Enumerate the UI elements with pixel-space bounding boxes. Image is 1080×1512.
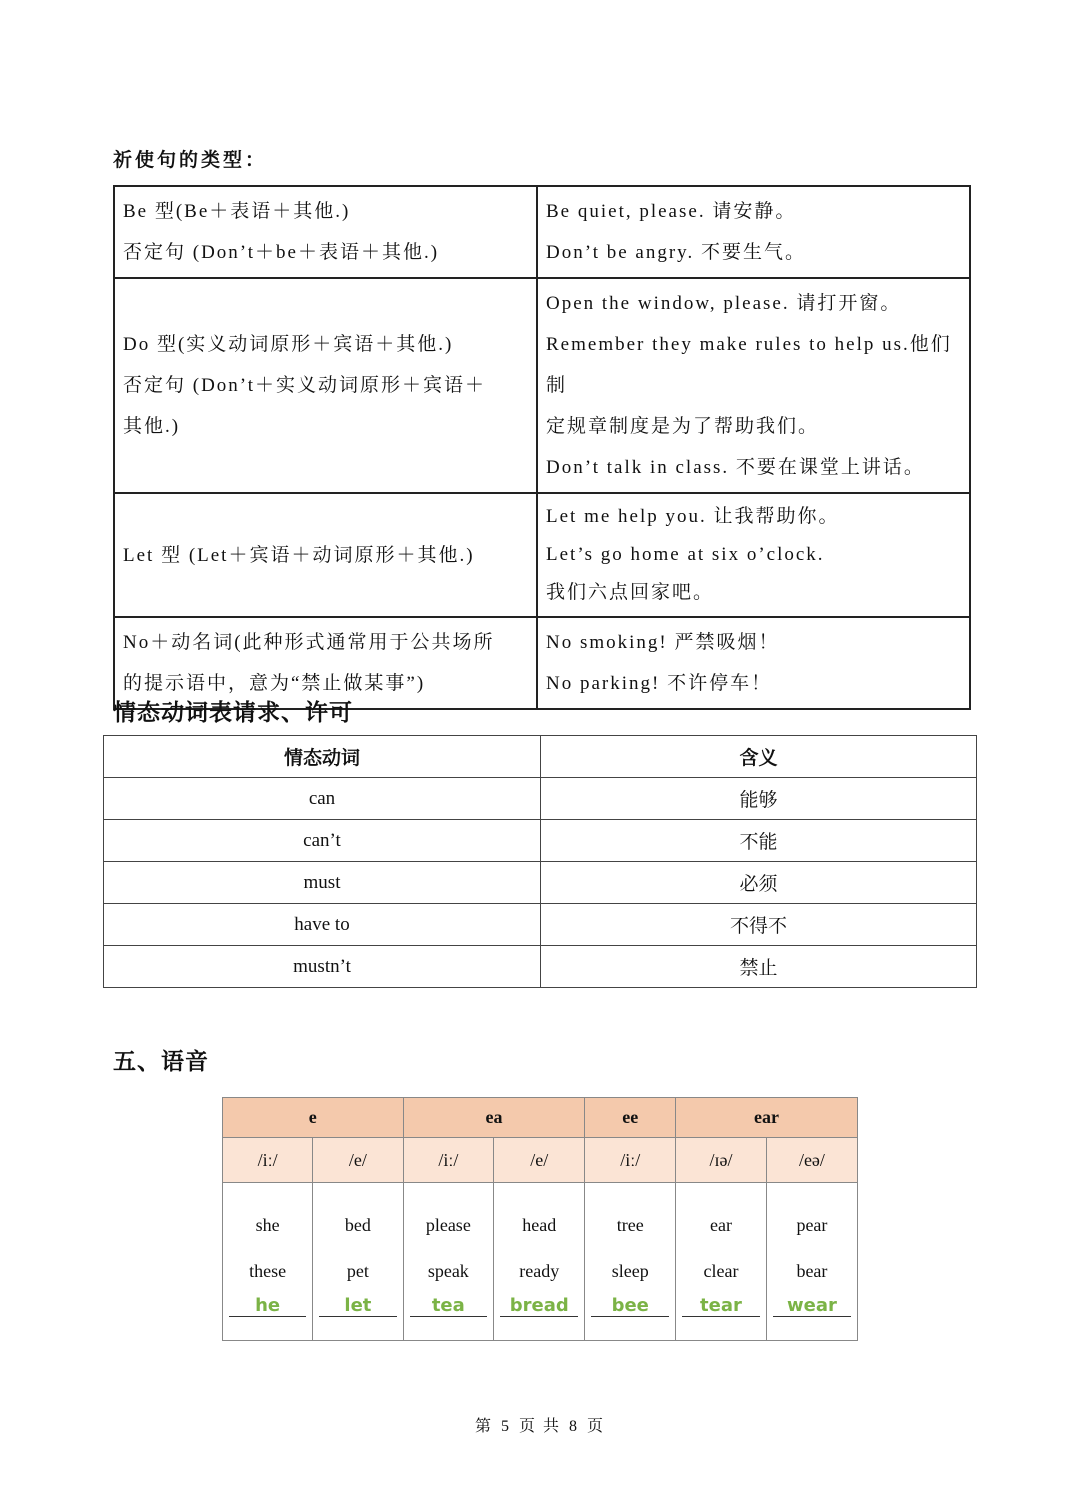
table-row <box>114 278 970 493</box>
answer-word: bread <box>500 1295 578 1317</box>
modal-meaning: 不得不 <box>541 904 977 946</box>
imperative-example-cell <box>537 493 970 617</box>
example-word: pear <box>796 1215 828 1235</box>
cell-line: Be quiet, please. 请安静。 <box>546 201 797 222</box>
answer-word: let <box>319 1295 396 1317</box>
letter-group: ea <box>403 1098 585 1138</box>
word-cell <box>585 1183 676 1341</box>
cell-line: No parking! 不许停车！ <box>546 673 773 694</box>
modal-verb: mustn’t <box>104 946 541 988</box>
imperative-type-cell <box>114 186 537 278</box>
phonetic-symbol: /e/ <box>494 1138 585 1183</box>
word-cell <box>676 1183 767 1341</box>
sound-row <box>223 1138 858 1183</box>
phonetic-symbol: /iː/ <box>403 1138 494 1183</box>
table-row <box>114 493 970 617</box>
example-word: these <box>249 1261 287 1281</box>
answer-word: he <box>229 1295 306 1317</box>
example-word: she <box>255 1215 280 1235</box>
example-word: bed <box>344 1215 371 1235</box>
table-row <box>104 946 977 988</box>
footer-mid: 页 共 <box>518 1418 561 1435</box>
modal-meaning: 不能 <box>541 820 977 862</box>
cell-line: Don’t be angry. 不要生气。 <box>546 242 806 263</box>
phonetic-symbol: /eə/ <box>766 1138 857 1183</box>
imperative-example-cell <box>537 186 970 278</box>
example-words-row <box>223 1183 858 1341</box>
example-word: sleep <box>611 1261 649 1281</box>
cell-line: 定规章制度是为了帮助我们。 <box>546 416 820 437</box>
page-footer <box>0 1413 1080 1436</box>
modal-meaning: 能够 <box>541 778 977 820</box>
word-cell <box>766 1183 857 1341</box>
table-row <box>104 904 977 946</box>
letter-group: ear <box>676 1098 858 1138</box>
imperative-type-cell <box>114 493 537 617</box>
cell-line: 否定句 (Don’t＋be＋表语＋其他.) <box>123 242 440 263</box>
example-word: tree <box>616 1215 644 1235</box>
cell-line: Let’s go home at six o’clock. <box>546 544 825 565</box>
table-row <box>114 186 970 278</box>
cell-line: Don’t talk in class. 不要在课堂上讲话。 <box>546 457 925 478</box>
imperative-section-title: 祈使句的类型： <box>113 149 268 171</box>
answer-word: wear <box>773 1295 851 1317</box>
phonetic-symbol: /iː/ <box>223 1138 313 1183</box>
modal-meaning: 必须 <box>541 862 977 904</box>
total-pages: 8 <box>569 1418 579 1435</box>
table-row <box>104 862 977 904</box>
footer-prefix: 第 <box>474 1418 493 1435</box>
column-header: 情态动词 <box>104 736 541 778</box>
letter-group: ee <box>585 1098 676 1138</box>
phonics-table <box>222 1097 858 1341</box>
example-word: clear <box>703 1261 739 1281</box>
imperative-type-cell <box>114 278 537 493</box>
cell-line: No smoking! 严禁吸烟！ <box>546 632 780 653</box>
cell-line: Open the window, please. 请打开窗。 <box>546 293 902 314</box>
table-row <box>104 778 977 820</box>
phonetic-symbol: /e/ <box>313 1138 403 1183</box>
cell-line: Let 型 (Let＋宾语＋动词原形＋其他.) <box>123 544 475 566</box>
example-word: speak <box>427 1261 469 1281</box>
cell-line: No＋动名词(此种形式通常用于公共场所 <box>123 632 495 653</box>
answer-word: bee <box>591 1295 669 1317</box>
imperative-example-cell <box>537 278 970 493</box>
answer-word: tea <box>410 1295 488 1317</box>
word-cell <box>223 1183 313 1341</box>
modal-verb: must <box>104 862 541 904</box>
modal-verbs-table <box>103 735 977 988</box>
footer-suffix: 页 <box>587 1418 606 1435</box>
phonetic-symbol: /iː/ <box>585 1138 676 1183</box>
example-word: head <box>522 1215 557 1235</box>
cell-line: 否定句 (Don’t＋实义动词原形＋宾语＋ <box>123 375 487 396</box>
cell-line: 我们六点回家吧。 <box>546 582 715 603</box>
modal-meaning: 禁止 <box>541 946 977 988</box>
letter-group: e <box>223 1098 404 1138</box>
cell-line: Be 型(Be＋表语＋其他.) <box>123 201 351 222</box>
phonetic-symbol: /ɪə/ <box>676 1138 767 1183</box>
modal-verb: can’t <box>104 820 541 862</box>
column-header: 含义 <box>541 736 977 778</box>
cell-line: 的提示语中，意为“禁止做某事”) <box>123 673 426 694</box>
letter-group-row <box>223 1098 858 1138</box>
example-word: ear <box>709 1215 732 1235</box>
imperative-types-table <box>113 185 971 710</box>
example-word: please <box>425 1215 471 1235</box>
cell-line: Remember they make rules to help us.他们制 <box>546 334 952 396</box>
table-row <box>104 820 977 862</box>
page-number: 5 <box>500 1418 511 1435</box>
modal-section-title: 情态动词表请求、许可 <box>113 700 353 726</box>
example-word: bear <box>796 1261 828 1281</box>
phonics-section-title: 五、语音 <box>113 1049 209 1075</box>
example-word: pet <box>346 1261 369 1281</box>
modal-verb: have to <box>104 904 541 946</box>
answer-word: tear <box>682 1295 760 1317</box>
cell-line: Let me help you. 让我帮助你。 <box>546 506 840 527</box>
example-word: ready <box>519 1261 560 1281</box>
cell-line: 其他.) <box>123 416 181 437</box>
word-cell <box>313 1183 403 1341</box>
modal-verb: can <box>104 778 541 820</box>
imperative-example-cell <box>537 617 970 709</box>
word-cell <box>403 1183 494 1341</box>
word-cell <box>494 1183 585 1341</box>
table-header-row <box>104 736 977 778</box>
cell-line: Do 型(实义动词原形＋宾语＋其他.) <box>123 334 454 355</box>
